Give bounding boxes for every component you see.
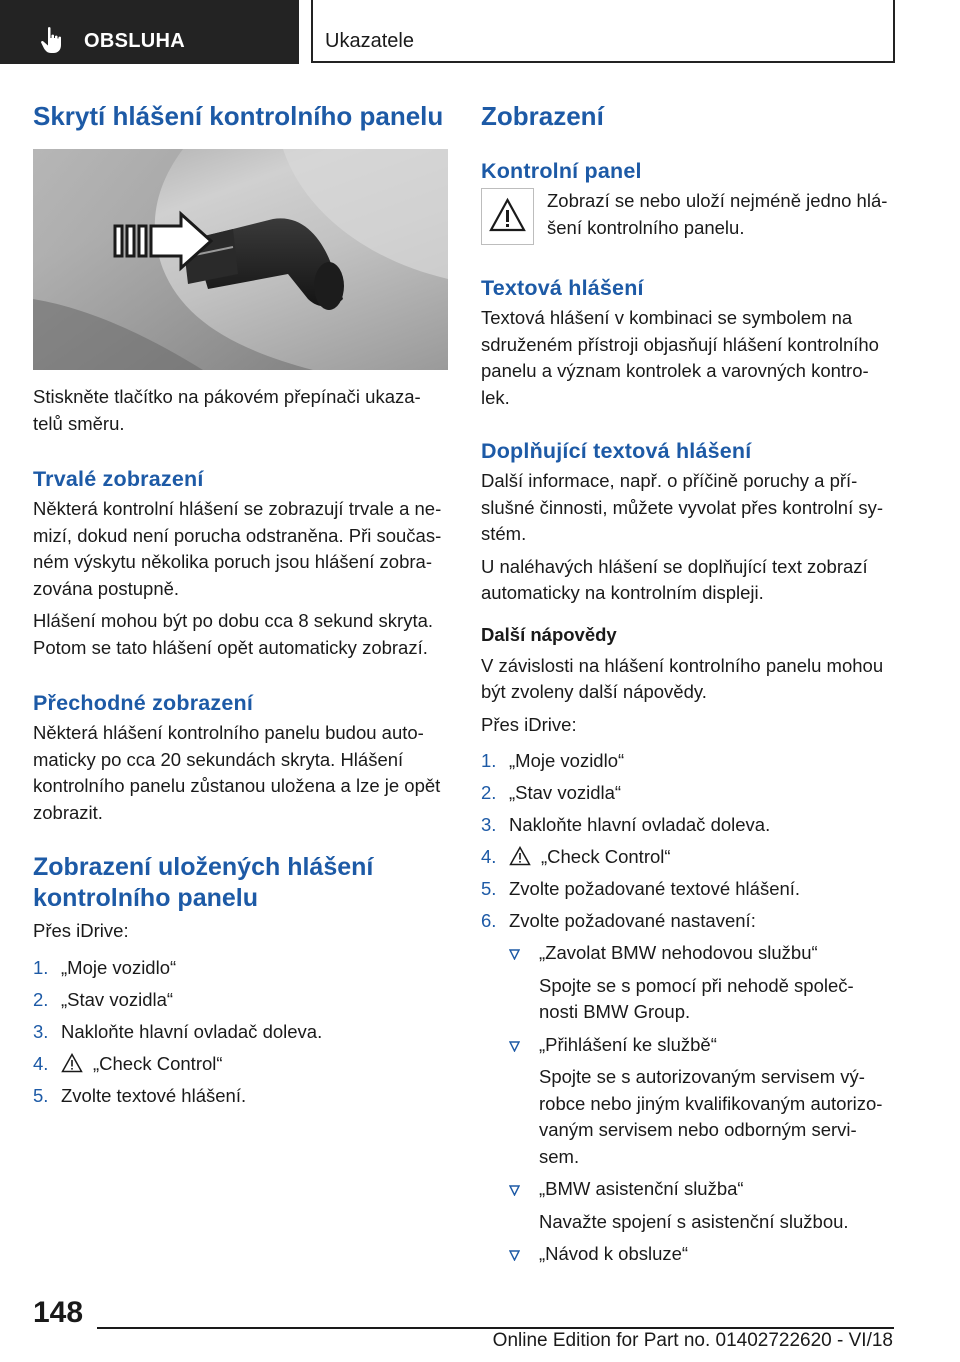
text-messages-heading: Textová hlášení	[481, 276, 644, 300]
right-column	[481, 100, 896, 1274]
list-item: 4. „Check Control“	[481, 846, 671, 867]
stored-messages-intro: Přes iDrive:	[33, 920, 129, 941]
section-header	[311, 0, 895, 63]
list-item: 3. Nakloňte hlavní ovladač doleva.	[481, 814, 771, 835]
triangle-bullet-icon	[509, 1041, 520, 1052]
persistent-display-text-2: Hlášení mohou být po dobu cca 8 sekund skryta. Potom se tato hlášení opět automaticky zobrazí.	[33, 610, 434, 658]
section-label: Ukazatele	[325, 30, 414, 52]
photo-caption: Stiskněte tlačítko na pákovém přepínači ukaza- telů směru.	[33, 386, 421, 434]
warning-triangle-icon	[509, 846, 531, 866]
footer-edition	[0, 1330, 893, 1352]
temporary-display-text: Některá hlášení kontrolního panelu budou auto- maticky po cca 20 sekundách skryta. Hlášení kontrolního panelu zůstanou uložena a lze je opět zobrazit.	[33, 722, 441, 823]
supplementary-messages-text-1: Další informace, např. o příčině poruchy a pří- slušné činnosti, můžete vyvolat přes kontrolní sy- stém.	[481, 470, 884, 544]
triangle-bullet-icon	[509, 949, 520, 960]
hand-pointer-icon	[40, 26, 64, 54]
triangle-bullet-icon	[509, 1185, 520, 1196]
further-help-intro: Přes iDrive:	[481, 713, 577, 735]
page-number: 148	[33, 1296, 84, 1329]
further-help-text: V závislosti na hlášení kontrolního panelu mohou být zvoleny další nápovědy.	[481, 654, 884, 702]
triangle-bullet-icon	[509, 1250, 520, 1261]
list-item: 2. „Stav vozidla“	[481, 782, 622, 803]
stored-messages-steps	[33, 955, 448, 1110]
list-item: 4. „Check Control“	[33, 1052, 223, 1074]
list-item: „BMW asistenční služba“ Navažte spojení s asistenční službou.	[481, 1176, 896, 1235]
edition-text: Online Edition for Part no. 01402722620 - VI/18	[492, 1330, 893, 1351]
warning-triangle-icon	[61, 1053, 83, 1073]
list-item: 6. Zvolte požadované nastavení:	[481, 910, 756, 931]
stored-messages-heading: Zobrazení uložených hlášení kontrolního panelu	[33, 853, 374, 912]
list-item: „Přihlášení ke službě“ Spojte se s autorizovaným servisem vý- robce nebo jiným kvalifikovaným autorizo- vaným servisem nebo odborným servi- sem.	[481, 1032, 896, 1171]
temporary-display-heading: Přechodné zobrazení	[33, 691, 254, 715]
list-item: 3. Nakloňte hlavní ovladač doleva.	[33, 1020, 323, 1042]
turn-signal-lever-illustration	[33, 149, 448, 370]
lever-photo-graphic	[33, 149, 448, 370]
warning-triangle-icon	[482, 189, 533, 244]
control-panel-text: Zobrazí se nebo uloží nejméně jedno hlá- šení kontrolního panelu.	[547, 190, 888, 238]
list-item: 5. Zvolte textové hlášení.	[33, 1084, 247, 1106]
list-item: 1. „Moje vozidlo“	[481, 750, 625, 771]
persistent-display-heading: Trvalé zobrazení	[33, 467, 204, 491]
left-column	[33, 100, 448, 1115]
control-panel-block	[481, 188, 896, 252]
setting-options	[481, 940, 896, 1268]
list-item: 1. „Moje vozidlo“	[33, 956, 177, 978]
display-heading: Zobrazení	[481, 101, 604, 131]
further-help-heading: Další nápovědy	[481, 623, 617, 645]
list-item: 5. Zvolte požadované textové hlášení.	[481, 878, 801, 899]
chapter-label: OBSLUHA	[84, 30, 185, 52]
footer-divider	[97, 1327, 894, 1329]
supplementary-messages-heading: Doplňující textová hlášení	[481, 439, 752, 463]
list-item: „Zavolat BMW nehodovou službu“ Spojte se s pomocí při nehodě společ- nosti BMW Group.	[481, 940, 896, 1026]
chapter-tab	[0, 0, 299, 64]
list-item: „Návod k obsluze“	[481, 1241, 896, 1268]
persistent-display-text-1: Některá kontrolní hlášení se zobrazují trvale a ne- mizí, dokud není porucha odstraněna. Při součas- ném výskytu několika poruch jsou hlášení zobra- zována postupně.	[33, 498, 442, 599]
text-messages-text: Textová hlášení v kombinaci se symbolem na sdruženém přístroji objasňují hlášení kontrolního panelu a význam kontrolek a varovných kontro- lek.	[481, 307, 879, 408]
list-item: 2. „Stav vozidla“	[33, 988, 174, 1010]
supplementary-messages-text-2: U naléhavých hlášení se doplňující text zobrazí automaticky na kontrolním displeji.	[481, 555, 868, 603]
control-panel-heading: Kontrolní panel	[481, 159, 642, 183]
hide-messages-heading: Skrytí hlášení kontrolního panelu	[33, 101, 444, 131]
further-help-steps	[481, 748, 896, 935]
warning-symbol-box	[481, 188, 534, 245]
